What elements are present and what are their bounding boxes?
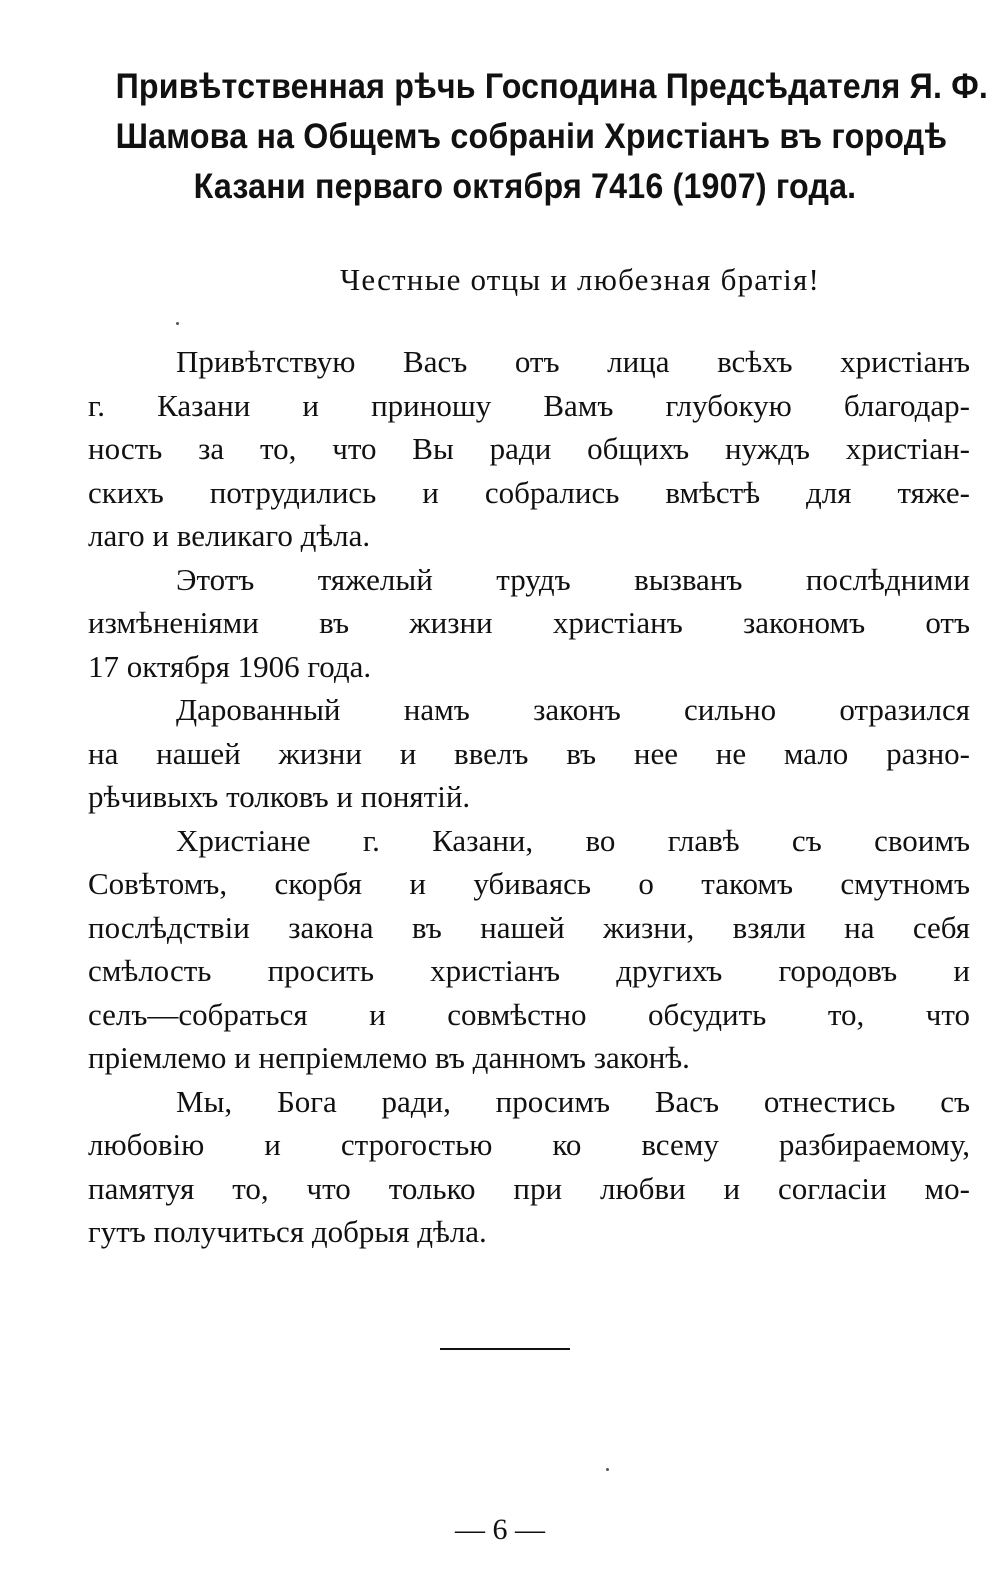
title-line: Шамова на Общемъ собраніи Христіанъ въ городѣ: [115, 117, 948, 156]
section-divider: [440, 1348, 570, 1350]
text-line: Привѣтствую Васъ отъ лица всѣхъ христіанъ: [176, 344, 970, 379]
text-line: Мы, Бога ради, просимъ Васъ отнестись съ: [176, 1083, 970, 1119]
text-line: памятуя то, что только при любви и согласіи мо-: [88, 1170, 970, 1206]
text-line: любовію и строгостью ко всему разбираемому,: [88, 1127, 970, 1162]
text-line: Дарованный намъ законъ сильно отразился: [176, 692, 970, 727]
document-title: [115, 62, 989, 212]
text-line: г. Казани и приношу Вамъ глубокую благодар-: [88, 387, 970, 423]
speech-body: [88, 340, 970, 1254]
text-line: послѣдствіи закона въ нашей жизни, взяли на себя: [88, 909, 970, 945]
text-line: измѣненіями въ жизни христіанъ закономъ отъ: [88, 605, 970, 640]
text-line: селъ—собраться и совмѣстно обсудить то, что: [88, 996, 970, 1032]
text-line: рѣчивыхъ толковъ и понятій.: [88, 779, 471, 814]
title-line: Казани перваго октября 7416 (1907) года.: [193, 167, 857, 206]
salutation: Честные отцы и любезная братія!: [340, 262, 820, 297]
paragraph: [88, 819, 970, 1080]
text-line: Совѣтомъ, скорбя и убиваясь о такомъ смутномъ: [88, 866, 970, 901]
text-line: на нашей жизни и ввелъ въ нее не мало разно-: [88, 735, 970, 771]
text-line: Этотъ тяжелый трудъ вызванъ послѣдними: [176, 561, 970, 597]
text-line: лаго и великаго дѣла.: [88, 518, 371, 553]
text-line: скихъ потрудились и собрались вмѣстѣ для тяже-: [88, 474, 970, 510]
text-line: гутъ получиться добрыя дѣла.: [88, 1214, 487, 1249]
text-line: 17 октября 1906 года.: [88, 648, 372, 684]
print-speck: [176, 322, 179, 325]
paragraph: [88, 340, 970, 558]
paragraph: [88, 688, 970, 819]
text-line: ность за то, что Вы ради общихъ нуждъ христіан-: [88, 431, 970, 466]
print-speck: [606, 1468, 609, 1471]
text-line: пріемлемо и непріемлемо въ данномъ законѣ.: [88, 1040, 690, 1075]
page-number: — 6 —: [455, 1513, 545, 1546]
text-line: смѣлость просить христіанъ другихъ городовъ и: [88, 953, 970, 988]
text-line: Христіане г. Казани, во главѣ съ своимъ: [176, 822, 970, 858]
title-line: Привѣтственная рѣчь Господина Предсѣдателя Я. Ф.: [115, 67, 989, 106]
paragraph: [88, 558, 970, 689]
paragraph: [88, 1080, 970, 1254]
